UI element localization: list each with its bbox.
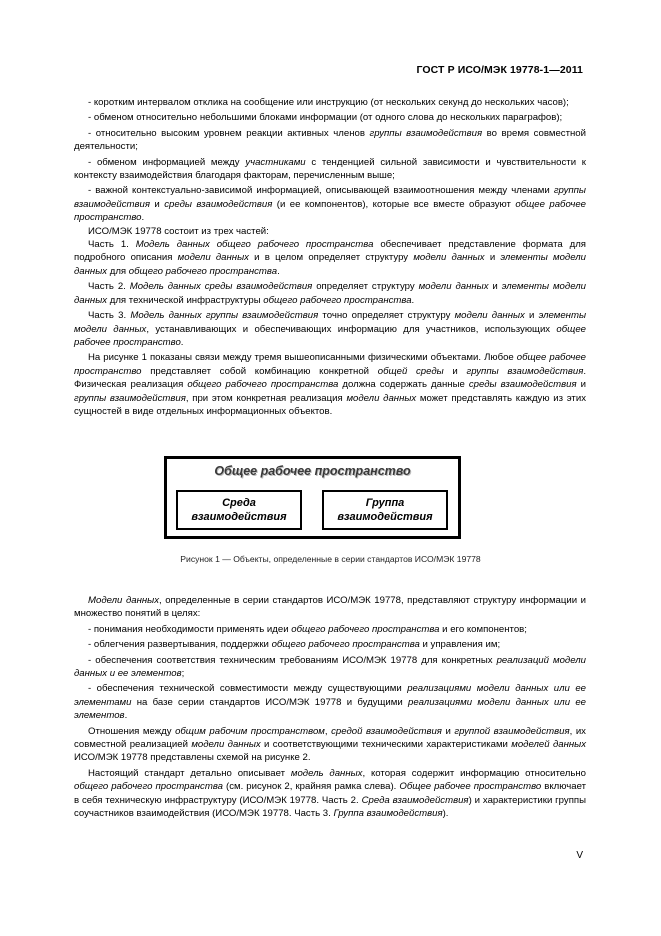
italic-term: общего рабочего пространства xyxy=(74,781,223,793)
paragraph xyxy=(74,184,586,224)
italic-term: общее рабочее пространство xyxy=(74,352,586,377)
figure-caption: Рисунок 1 — Объекты, определенные в серии стандартов ИСО/МЭК 19778 xyxy=(180,554,481,564)
text-run: , устанавливающих и обеспечивающих информацию для участников, использующих xyxy=(146,323,557,335)
text-run: Настоящий стандарт детально описывает xyxy=(88,767,291,779)
text-run: . xyxy=(124,710,128,722)
text-run: обеспечивает представление формата для подробного описания xyxy=(74,239,586,264)
italic-term: элементы модели данных xyxy=(74,252,586,277)
italic-term: элементы модели данных xyxy=(74,281,586,306)
text-run: (и ее компонентов), которые все вместе образуют xyxy=(272,198,516,210)
paragraph xyxy=(74,111,586,124)
italic-term: общего рабочего пространства xyxy=(187,379,339,391)
body-text-upper xyxy=(74,96,586,420)
text-run: - обеспечения соответствия техническим требованиям ИСО/МЭК 19778 для конкретных xyxy=(88,654,497,666)
italic-term: реализаций модели данных и ее элементов xyxy=(74,654,586,680)
italic-term: средой взаимодействия xyxy=(331,725,442,737)
text-run: и xyxy=(443,365,467,377)
italic-term: Среда взаимодействия xyxy=(361,794,469,806)
text-run: Часть 2. xyxy=(88,281,130,293)
text-run: должна содержать данные xyxy=(338,379,469,391)
text-run: точно определяет структуру xyxy=(318,310,455,322)
text-run: ) и характеристики группы соучастников взаимодействия (ИСО/МЭК 19778. Часть 3. xyxy=(74,794,586,820)
italic-term: модели данных xyxy=(454,310,525,322)
italic-term: элементы модели данных xyxy=(74,310,586,335)
paragraph xyxy=(74,682,586,722)
paragraph xyxy=(74,127,586,154)
italic-term: общего рабочего пространства xyxy=(263,294,412,306)
figure-title: Общее рабочее пространство xyxy=(214,464,411,478)
italic-term: модели данных xyxy=(418,281,489,293)
italic-term: модели данных xyxy=(191,739,261,751)
text-run: и соответствующими техническими характеристиками xyxy=(260,739,512,751)
paragraph xyxy=(74,725,586,765)
paragraph xyxy=(74,225,586,238)
text-run: и xyxy=(484,252,501,264)
body-text-lower xyxy=(74,594,586,823)
text-run: может представлять каждую из этих сущностей в виде отдельных информационных объектов. xyxy=(74,392,586,417)
text-run: Отношения между xyxy=(88,725,176,737)
text-run: определяет структуру xyxy=(312,281,419,293)
text-run: - обеспечения технической совместимости между существующими xyxy=(88,683,408,695)
text-run: - понимания необходимости применять идеи xyxy=(88,623,292,635)
text-run: и xyxy=(488,281,502,293)
text-run: с тенденцией сильной зависимости и чувствительности к контексту взаимодействия благодаря факторам, перечисленным выше; xyxy=(74,156,587,182)
text-run: для xyxy=(107,265,129,277)
text-run: на базе серии стандартов ИСО/МЭК 19778 и будущими xyxy=(131,696,409,708)
italic-term: общим рабочим пространством xyxy=(175,725,325,737)
italic-term: реализациями модели данных или ее элементов xyxy=(74,696,586,722)
page-number: V xyxy=(576,850,583,861)
italic-term: общего рабочего пространства xyxy=(291,623,440,635)
text-run: . xyxy=(141,212,145,224)
paragraph xyxy=(74,654,586,681)
text-run: Часть 1. xyxy=(88,239,136,251)
text-run: , определенные в серии стандартов ИСО/МЭК 19778, представляют структуру информации и множество понятий в целях: xyxy=(74,595,586,620)
italic-term: модель данных xyxy=(290,767,363,779)
figure-1-diagram xyxy=(164,456,461,539)
italic-term: группой взаимодействия xyxy=(454,725,570,737)
italic-term: общей среды xyxy=(377,365,444,377)
italic-term: моделей данных xyxy=(511,739,586,751)
text-run: для технической инфраструктуры xyxy=(107,294,264,306)
text-run: и в целом определяет структуру xyxy=(248,252,414,264)
italic-term: Группа взаимодействия xyxy=(333,808,443,820)
text-run: включает в себя техническую инфраструктуру (ИСО/МЭК 19778. Часть 2. xyxy=(74,781,586,806)
paragraph xyxy=(74,280,586,307)
text-run: ИСО/МЭК 19778 состоит из трех частей: xyxy=(88,225,269,237)
italic-term: модели данных xyxy=(177,252,249,264)
text-run: , которая содержит информацию относительно xyxy=(362,767,586,779)
text-run: и управления им; xyxy=(419,639,501,651)
italic-term: общего рабочего пространства xyxy=(128,265,278,277)
italic-term: группы взаимодействия xyxy=(74,392,186,404)
figure-box-group xyxy=(322,490,448,530)
paragraph xyxy=(74,351,586,418)
text-run: и xyxy=(149,198,165,210)
italic-term: Общее рабочее пространство xyxy=(399,781,542,793)
text-run: и его компонентов; xyxy=(439,623,527,635)
text-run: . xyxy=(277,265,280,277)
text-run: . xyxy=(180,336,184,348)
text-run: . Физическая реализация xyxy=(74,365,586,391)
paragraph xyxy=(74,156,586,183)
paragraph xyxy=(74,638,586,651)
italic-term: модели данных xyxy=(413,252,485,264)
text-run: - важной контекстуально-зависимой информацией, описывающей взаимоотношения между членами xyxy=(88,185,554,197)
figure-box-group-line1: Группа xyxy=(365,497,405,509)
italic-term: среды взаимодействия xyxy=(164,198,273,210)
text-run: - коротким интервалом отклика на сообщение или инструкцию (от нескольких секунд до нескольких часов); xyxy=(88,97,569,108)
text-run: и xyxy=(576,379,586,391)
italic-term: Модель данных группы взаимодействия xyxy=(130,310,319,322)
italic-term: реализациями модели данных или ее элементами xyxy=(74,683,586,708)
text-run: , xyxy=(324,725,332,737)
italic-term: общее рабочее пространство xyxy=(74,323,586,348)
text-run: (см. рисунок 2, крайняя рамка слева). xyxy=(222,781,400,793)
italic-term: среды взаимодействия xyxy=(468,379,577,391)
text-run: и xyxy=(524,310,539,322)
text-run: во время совместной деятельности; xyxy=(74,127,586,153)
paragraph xyxy=(74,594,586,621)
figure-box-group-line2: взаимодействия xyxy=(337,511,433,523)
text-run: Часть 3. xyxy=(88,310,131,322)
document-header: ГОСТ Р ИСО/МЭК 19778-1—2011 xyxy=(416,64,583,76)
paragraph xyxy=(74,96,586,109)
italic-term: Модель данных общего рабочего пространства xyxy=(135,239,374,251)
text-run: представляет собой комбинацию конкретной xyxy=(141,365,378,377)
italic-term: общего рабочего пространства xyxy=(271,639,420,651)
figure-box-environment-line1: Среда xyxy=(222,497,256,509)
text-run: , при этом конкретная реализация xyxy=(185,392,347,404)
italic-term: участниками xyxy=(245,156,306,168)
text-run: ИСО/МЭК 19778 представлены схемой на рисунке 2. xyxy=(74,752,311,764)
italic-term: Модели данных xyxy=(88,595,159,606)
italic-term: группы взаимодействия xyxy=(466,365,584,377)
text-run: На рисунке 1 показаны связи между тремя вышеописанными физическими объектами. Любое xyxy=(88,352,517,364)
text-run: - обменом относительно небольшими блоками информации (от одного слова до нескольких параграфов); xyxy=(88,112,563,124)
italic-term: Модель данных среды взаимодействия xyxy=(129,281,313,293)
text-run: . xyxy=(411,294,415,306)
text-run: ; xyxy=(181,668,185,680)
figure-box-environment xyxy=(176,490,302,530)
italic-term: группы взаимодействия xyxy=(369,127,483,139)
paragraph xyxy=(74,238,586,278)
italic-term: группы взаимодействия xyxy=(74,185,586,210)
paragraph xyxy=(74,309,586,349)
paragraph xyxy=(74,623,586,636)
text-run: - обменом информацией между xyxy=(88,156,246,168)
text-run: - облегчения развертывания, поддержки xyxy=(88,639,272,651)
figure-box-environment-line2: взаимодействия xyxy=(191,511,287,523)
paragraph xyxy=(74,767,586,821)
italic-term: общее рабочее пространство xyxy=(74,198,586,224)
text-run: и xyxy=(441,725,455,737)
text-run: - относительно высоким уровнем реакции активных членов xyxy=(88,127,370,139)
text-run: , их совместной реализацией xyxy=(74,725,586,751)
italic-term: модели данных xyxy=(346,392,417,404)
text-run: ). xyxy=(442,808,449,820)
